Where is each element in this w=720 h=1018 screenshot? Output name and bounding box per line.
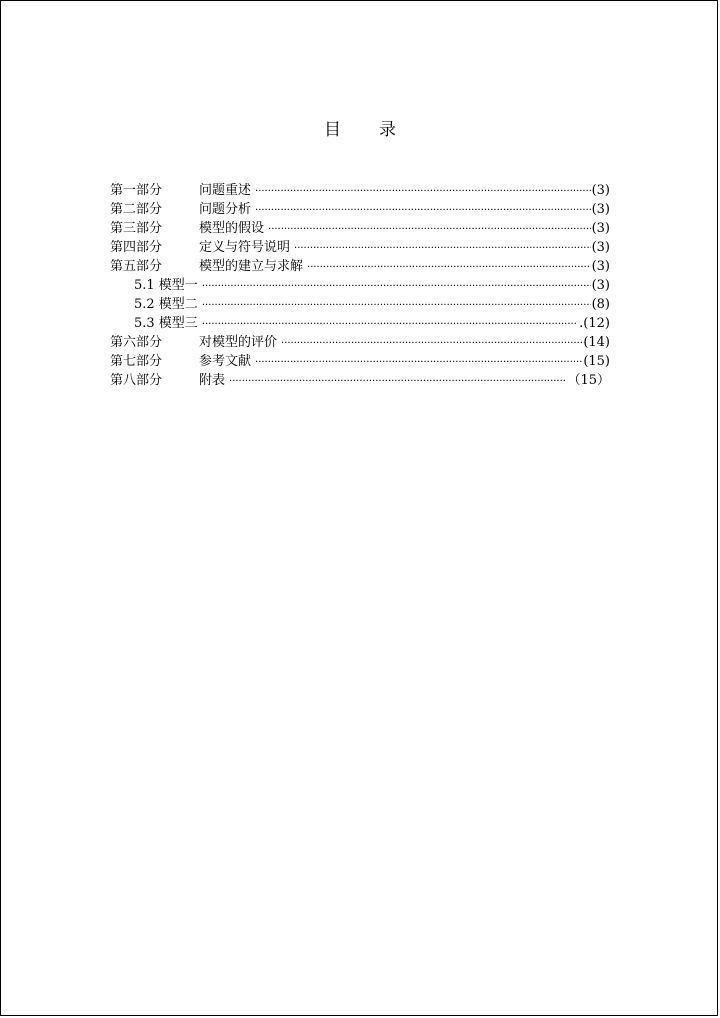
toc-page-number: (3) xyxy=(591,278,610,293)
toc-page-number: (14) xyxy=(583,335,610,350)
toc-page-number: (3) xyxy=(591,183,610,198)
toc-entry[interactable] xyxy=(110,371,610,390)
toc-part-number: 第五部分 xyxy=(110,259,163,274)
toc-entry-label: 模型的假设 xyxy=(199,221,265,236)
toc-entry[interactable] xyxy=(110,333,610,352)
toc-part-number: 第二部分 xyxy=(110,202,163,217)
toc-part-number: 第四部分 xyxy=(110,240,163,255)
toc-title-char-2: 录 xyxy=(379,120,396,140)
toc-part-number: 第七部分 xyxy=(110,354,163,369)
toc-part-number: 第三部分 xyxy=(110,221,163,236)
toc-leader-dots xyxy=(202,315,578,334)
toc-page-number: .(12) xyxy=(579,316,610,331)
toc-leader-dots xyxy=(255,182,591,201)
toc-entry-label: 5.3 模型三 xyxy=(134,316,198,331)
toc-page-number: （15） xyxy=(567,373,610,388)
toc-entry[interactable] xyxy=(110,238,610,257)
toc-entry-label: 问题重述 xyxy=(199,183,252,198)
toc-entry-label: 定义与符号说明 xyxy=(199,240,291,255)
toc-leader-dots xyxy=(268,220,591,239)
toc-subentry[interactable] xyxy=(110,314,610,333)
toc-entry-label: 5.1 模型一 xyxy=(134,278,198,293)
toc-leader-dots xyxy=(255,201,591,220)
toc-page-number: (8) xyxy=(591,297,610,312)
toc-page-number: (3) xyxy=(591,202,610,217)
toc-entry[interactable] xyxy=(110,352,610,371)
toc-leader-dots xyxy=(307,258,591,277)
toc-entry[interactable] xyxy=(110,181,610,200)
toc-leader-dots xyxy=(294,239,591,258)
toc-part-number: 第一部分 xyxy=(110,183,163,198)
toc-page-number: (3) xyxy=(591,221,610,236)
toc-page-number: (3) xyxy=(591,240,610,255)
toc-leader-dots xyxy=(255,353,582,372)
toc-title-char-1: 目 xyxy=(324,120,341,140)
toc-entry[interactable] xyxy=(110,219,610,238)
toc-page-number: (15) xyxy=(583,354,610,369)
toc-page-number: (3) xyxy=(591,259,610,274)
toc-title xyxy=(1,115,719,140)
toc-leader-dots xyxy=(202,277,591,296)
toc-subentry[interactable] xyxy=(110,276,610,295)
toc-entry-label: 5.2 模型二 xyxy=(134,297,198,312)
toc-part-number: 第六部分 xyxy=(110,335,163,350)
toc-entry[interactable] xyxy=(110,200,610,219)
table-of-contents xyxy=(110,181,610,390)
toc-leader-dots xyxy=(229,372,566,391)
toc-entry-label: 问题分析 xyxy=(199,202,252,217)
toc-entry[interactable] xyxy=(110,257,610,276)
toc-entry-label: 对模型的评价 xyxy=(199,335,278,350)
toc-leader-dots xyxy=(202,296,591,315)
toc-part-number: 第八部分 xyxy=(110,373,163,388)
toc-entry-label: 附表 xyxy=(199,373,226,388)
toc-entry-label: 参考文献 xyxy=(199,354,252,369)
toc-leader-dots xyxy=(281,334,582,353)
toc-subentry[interactable] xyxy=(110,295,610,314)
toc-entry-label: 模型的建立与求解 xyxy=(199,259,304,274)
